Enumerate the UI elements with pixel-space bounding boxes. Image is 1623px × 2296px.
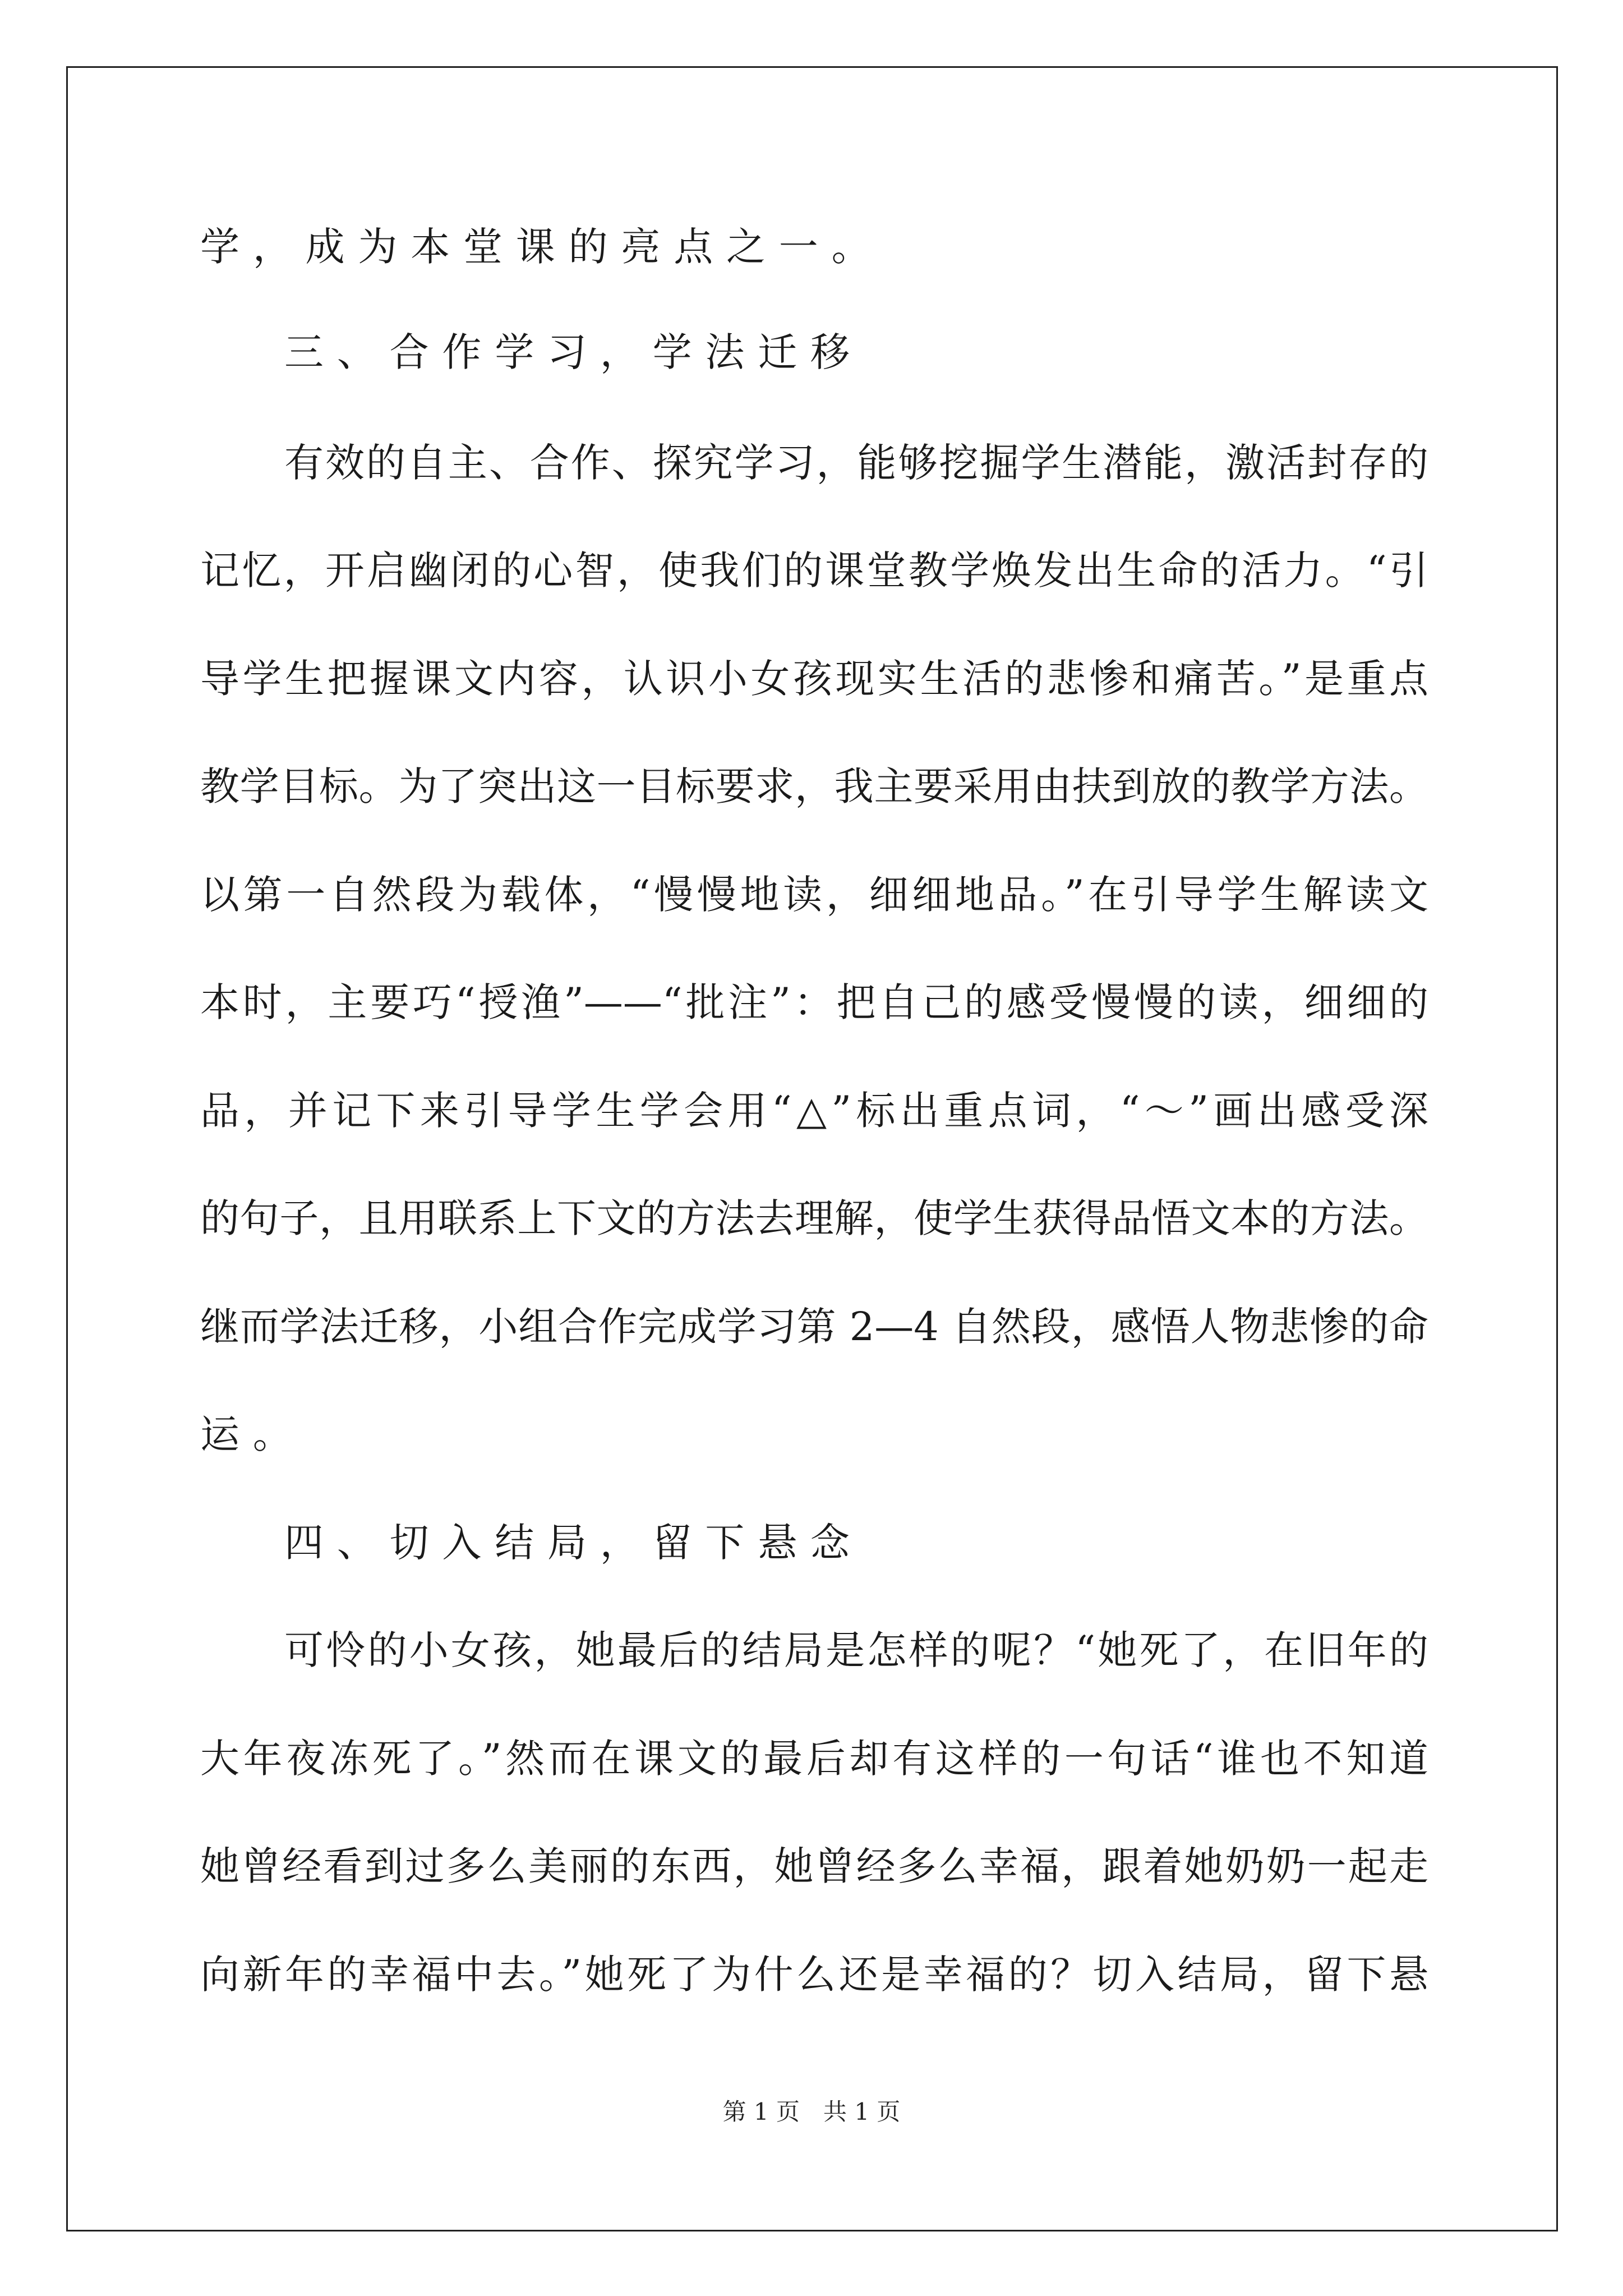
- paragraph-line: 导学生把握课文内容，认识小女孩现实生活的悲惨和痛苦。”是重点: [200, 656, 1428, 702]
- paragraph-line: 以第一自然段为载体，“慢慢地读，细细地品。”在引导学生解读文: [200, 872, 1428, 918]
- paragraph-line: 的句子，且用联系上下文的方法去理解，使学生获得品悟文本的方法。: [200, 1195, 1428, 1241]
- paragraph-line: 她曾经看到过多么美丽的东西，她曾经多么幸福，跟着她奶奶一起走: [200, 1843, 1428, 1889]
- section-heading: 三、合作学习，学法迁移: [284, 329, 863, 375]
- paragraph-line: 向新年的幸福中去。”她死了为什么还是幸福的？切入结局，留下悬: [200, 1952, 1428, 1998]
- paragraph-line: 继而学法迁移，小组合作完成学习第 2—4 自然段，感悟人物悲惨的命: [200, 1304, 1428, 1350]
- section-heading: 四、切入结局，留下悬念: [284, 1520, 863, 1566]
- page-footer: 第 1 页 共 1 页: [722, 2098, 901, 2125]
- paragraph-line: 教学目标。为了突出这一目标要求，我主要采用由扶到放的教学方法。: [200, 763, 1428, 809]
- paragraph-line: 有效的自主、合作、探究学习，能够挖掘学生潜能，激活封存的: [284, 440, 1428, 486]
- paragraph-line: 记忆，开启幽闭的心智，使我们的课堂教学焕发出生命的活力。“引: [200, 547, 1428, 593]
- paragraph-line: 运。: [200, 1411, 306, 1457]
- paragraph-line: 大年夜冻死了。”然而在课文的最后却有这样的一句话“谁也不知道: [200, 1736, 1428, 1782]
- paragraph-line: 可怜的小女孩，她最后的结局是怎样的呢？“她死了，在旧年的: [284, 1627, 1428, 1673]
- paragraph-line: 本时，主要巧“授渔”——“批注”：把自己的感受慢慢的读，细细的: [200, 979, 1428, 1025]
- page-border: [66, 66, 1558, 2231]
- paragraph-line: 学，成为本堂课的亮点之一。: [200, 224, 884, 270]
- paragraph-line: 品，并记下来引导学生学会用“△”标出重点词，“～”画出感受深: [200, 1088, 1428, 1134]
